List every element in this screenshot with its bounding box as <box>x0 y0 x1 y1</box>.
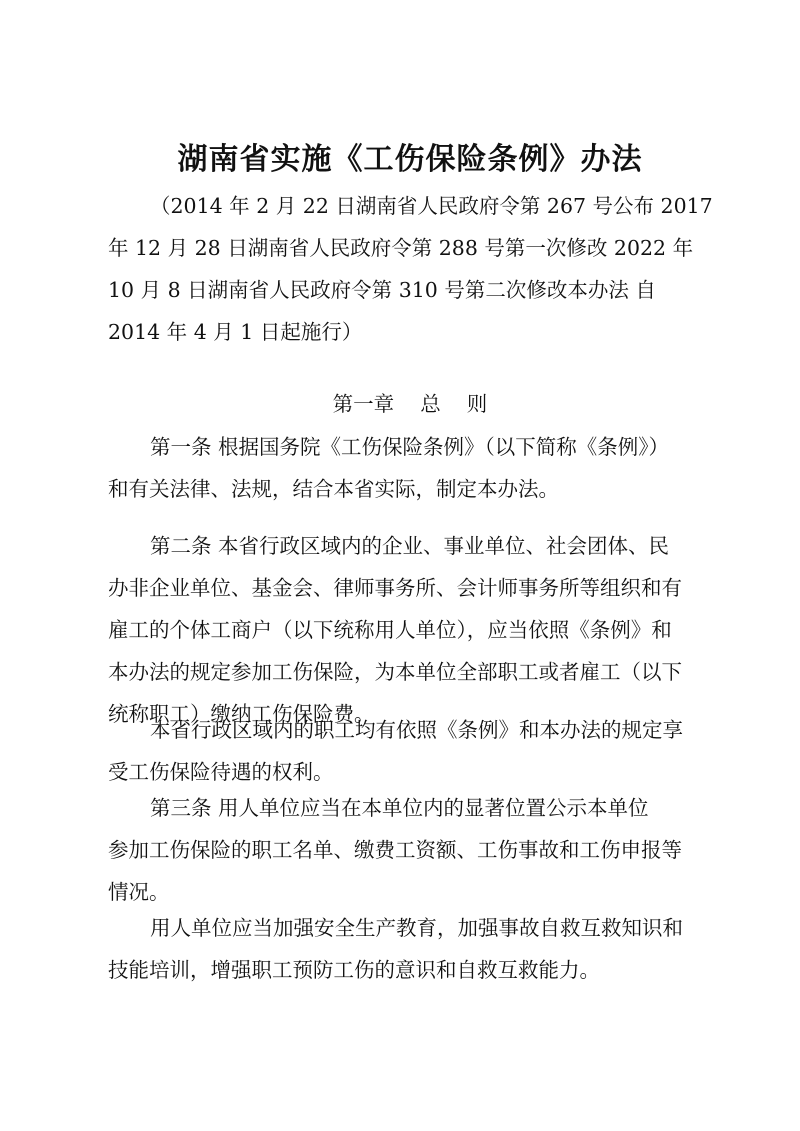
paragraph-line: 受工伤保险待遇的权利。 <box>108 760 334 784</box>
paragraph-line: 技能培训，增强职工预防工伤的意识和自救互救能力。 <box>108 958 600 982</box>
article-3-paragraph-2 <box>108 912 712 987</box>
article-2-paragraph-2 <box>108 714 712 789</box>
paragraph-line: 第一条 根据国务院《工伤保险条例》（以下简称《条例》） <box>150 435 670 459</box>
paragraph-line: 用人单位应当加强安全生产教育，加强事故自救互救知识和 <box>150 916 683 940</box>
paragraph-line: 雇工的个体工商户（以下统称用人单位），应当依照《条例》和 <box>108 618 672 642</box>
preamble <box>108 190 712 349</box>
paragraph-line: 第三条 用人单位应当在本单位内的显著位置公示本单位 <box>150 796 649 820</box>
article-2 <box>108 530 712 731</box>
paragraph-line: 第二条 本省行政区域内的企业、事业单位、社会团体、民 <box>150 534 670 558</box>
article-3 <box>108 792 712 909</box>
paragraph-line: 统称职工）缴纳工伤保险费。 <box>108 702 375 726</box>
article-1 <box>108 431 712 506</box>
preamble-line: 2014 年 4 月 1 日起施行） <box>108 320 363 344</box>
document-title: 湖南省实施《工伤保险条例》办法 <box>177 142 643 177</box>
paragraph-line: 办非企业单位、基金会、律师事务所、会计师事务所等组织和有 <box>108 576 682 600</box>
preamble-line: （2014 年 2 月 22 日湖南省人民政府令第 267 号公布 2017 <box>150 194 713 218</box>
paragraph-line: 情况。 <box>108 880 170 904</box>
paragraph-line: 参加工伤保险的职工名单、缴费工资额、工伤事故和工伤申报等 <box>108 838 682 862</box>
paragraph-line: 本省行政区域内的职工均有依照《条例》和本办法的规定享 <box>150 718 683 742</box>
preamble-line: 10 月 8 日湖南省人民政府令第 310 号第二次修改本办法 自 <box>108 278 656 302</box>
paragraph-line: 本办法的规定参加工伤保险，为本单位全部职工或者雇工（以下 <box>108 660 682 684</box>
preamble-line: 年 12 月 28 日湖南省人民政府令第 288 号第一次修改 2022 年 <box>108 236 694 260</box>
paragraph-line: 和有关法律、法规，结合本省实际，制定本办法。 <box>108 477 559 501</box>
chapter-heading: 第一章 总 则 <box>332 392 488 416</box>
